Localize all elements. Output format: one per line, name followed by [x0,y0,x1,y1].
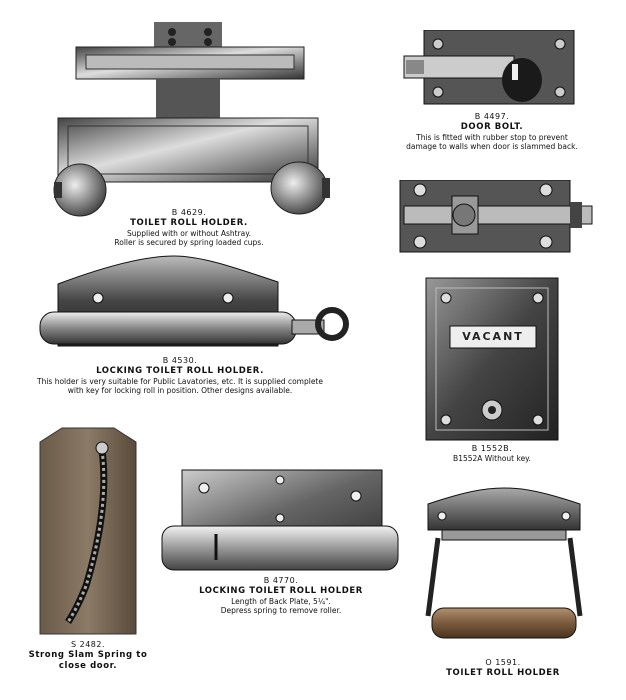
vacant-indicator-icon [424,276,560,442]
product-desc-line: B1552A Without key. [453,454,531,463]
product-desc-line: Roller is secured by spring loaded cups. [114,238,264,247]
product-code: B 4530. [162,356,198,365]
product-code: B 4629. [171,208,207,217]
product-code: S 2482. [70,640,106,649]
product-desc-line: Length of Back Plate, 5¼". [231,596,331,606]
product-code: O 1591. [485,658,521,667]
product-desc-line: Supplied with or without Ashtray. [126,228,252,238]
locking-roll-holder-plate-icon [160,468,400,578]
barrel-bolt-icon [398,180,594,254]
product-desc-line: damage to walls when door is slammed back. [406,142,578,151]
vacant-sign-text: VACANT [462,330,524,343]
slam-spring-icon [38,426,138,636]
product-code: B 1552B. [471,444,513,453]
product-desc-line: close door. [58,660,118,671]
product-title: LOCKING TOILET ROLL HOLDER [199,586,363,596]
product-desc-line: This is fitted with rubber stop to prevent [416,132,568,142]
locking-roll-holder-key-icon [36,254,352,350]
toilet-roll-holder-ashtray-icon [44,22,334,222]
product-title: DOOR BOLT. [460,122,524,132]
product-code: B 4770. [263,576,299,585]
product-title: TOILET ROLL HOLDER. [130,218,248,228]
product-desc-line: Strong Slam Spring to [28,650,148,660]
door-bolt-stop-icon [402,30,578,106]
product-desc-line: with key for locking roll in position. Other designs available. [67,386,293,395]
product-title: TOILET ROLL HOLDER [446,668,560,678]
product-code: B 4497. [474,112,510,121]
product-desc-line: This holder is very suitable for Public Lavatories, etc. It is supplied complete [36,376,323,386]
toilet-roll-holder-wood-roller-icon [414,486,594,646]
product-title: LOCKING TOILET ROLL HOLDER. [96,366,264,376]
product-desc-line: Depress spring to remove roller. [220,606,342,615]
